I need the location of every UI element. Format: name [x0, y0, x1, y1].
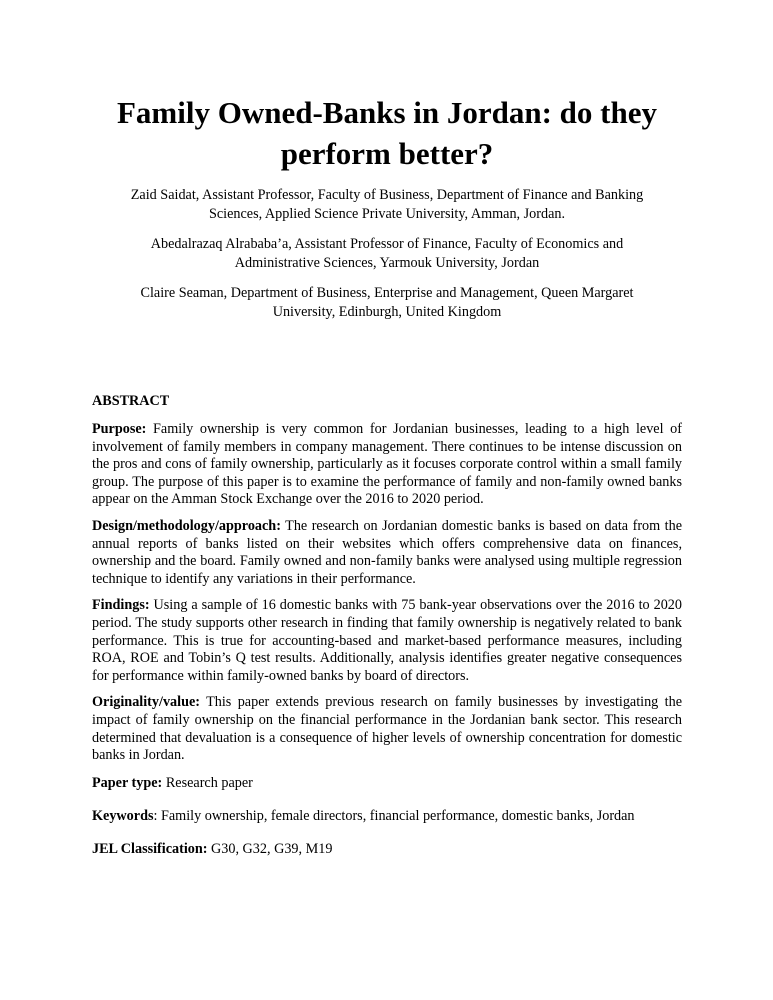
jel-value: G30, G32, G39, M19	[207, 840, 333, 857]
jel-label: JEL Classification:	[92, 840, 208, 857]
keywords	[92, 807, 682, 825]
purpose-text: Family ownership is very common for Jordanian businesses, leading to a high level of involvement of family members in company management. There continues to be intense discussion on the pros and cons of family ownership, particularly as it focuses corporate control within a small family group. The purpose of this paper is to examine the performance of family and non-family owned banks appear on the Amman Stock Exchange over the 2016 to 2020 period.	[92, 421, 682, 508]
keywords-label: Keywords	[92, 807, 154, 824]
abstract-findings	[92, 597, 682, 685]
design-label: Design/methodology/approach:	[92, 517, 281, 534]
purpose-label: Purpose:	[92, 421, 147, 437]
keywords-value: : Family ownership, female directors, financial performance, domestic banks, Jordan	[153, 807, 635, 824]
jel-classification	[92, 840, 682, 858]
paper-title: Family Owned-Banks in Jordan: do they perform better?	[116, 95, 657, 171]
paper-type	[92, 774, 682, 792]
abstract-heading: ABSTRACT	[92, 393, 170, 409]
section-spacer	[92, 333, 682, 392]
originality-label: Originality/value:	[92, 694, 200, 711]
abstract-originality	[92, 694, 682, 764]
originality-text: This paper extends previous research on family businesses by investigating the impact of family ownership on the financial performance in the Jordanian bank sector. This research determined that devaluation is a consequence of higher levels of ownership concentration for domestic banks in Jordan.	[92, 694, 682, 764]
author-affiliation-3: Claire Seaman, Department of Business, Enterprise and Management, Queen Margaret University, Edinburgh, United Kingdom	[140, 285, 634, 320]
author-affiliation-2: Abedalrazaq Alrababa’a, Assistant Professor of Finance, Faculty of Economics and Administrative Sciences, Yarmouk University, Jordan	[150, 236, 624, 271]
paper-type-value: Research paper	[162, 774, 253, 791]
abstract-design	[92, 518, 682, 588]
paper-type-label: Paper type:	[92, 774, 163, 791]
findings-text: Using a sample of 16 domestic banks with 75 bank-year observations over the 2016 to 2020 period. The study supports other research in finding that family ownership is negatively related to bank performance. This is true for accounting-based and market-based performance measures, including ROA, ROE and Tobin’s Q test results. Additionally, analysis identifies greater negative consequences for performance within family-owned banks by board of directors.	[92, 597, 682, 684]
findings-label: Findings:	[92, 597, 150, 614]
abstract-purpose	[92, 421, 682, 509]
author-affiliation-1: Zaid Saidat, Assistant Professor, Faculty of Business, Department of Finance and Banking Sciences, Applied Science Private University, Amman, Jordan.	[130, 187, 644, 222]
design-text: The research on Jordanian domestic banks is based on data from the annual reports of banks listed on their websites which offers comprehensive data on finances, ownership and the board. Family owned and non-family banks were analysed using multiple regression technique to identify any variations in their performance.	[92, 517, 682, 587]
